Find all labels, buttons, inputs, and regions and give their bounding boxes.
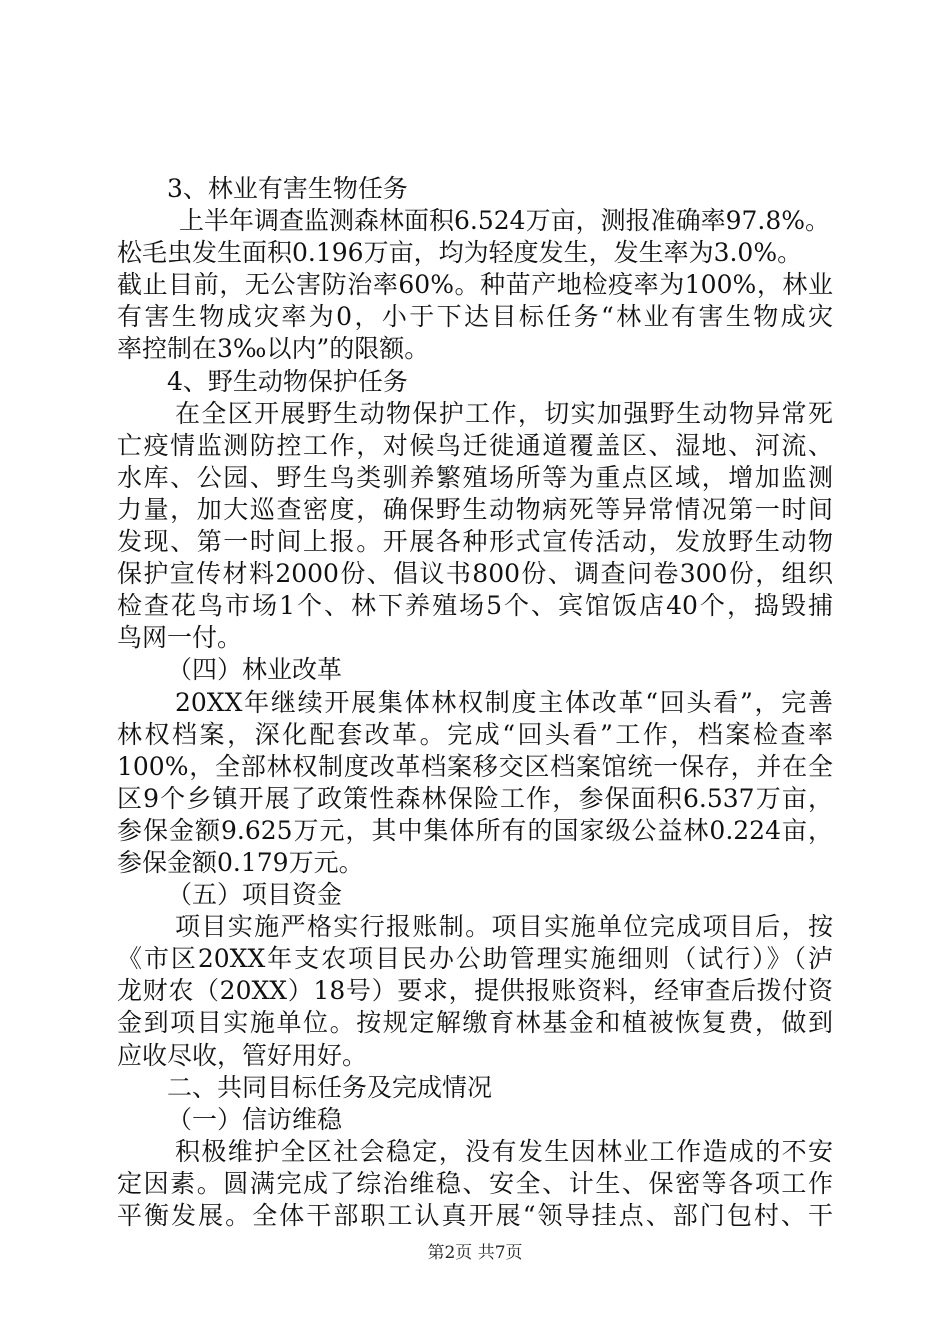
text-line: 3、林业有害生物任务 [167,174,408,203]
text-line: 金到项目实施单位。按规定解缴育林基金和植被恢复费，做到 [117,1008,833,1038]
text-line: 鸟网一付。 [117,623,243,653]
text-line: （五）项目资金 [167,880,343,910]
text-line: 项目实施严格实行报账制。项目实施单位完成项目后，按 [175,912,833,942]
text-line: 截止目前，无公害防治率60%。种苗产地检疫率为100%，林业 [117,270,833,300]
text-line: 应收尽收，管好用好。 [117,1040,368,1070]
text-line: （四）林业改革 [167,655,343,685]
document-body [117,173,833,1232]
text-line: 《市区20XX年支农项目民办公助管理实施细则（试行）》（泸 [117,944,833,974]
text-line: 平衡发展。全体干部职工认真开展“领导挂点、部门包村、干 [117,1201,833,1230]
text-line: 力量，加大巡查密度，确保野生动物病死等异常情况第一时间 [117,494,833,524]
text-line: 区9个乡镇开展了政策性森林保险工作，参保面积6.537万亩， [117,783,833,813]
text-line: 在全区开展野生动物保护工作，切实加强野生动物异常死 [175,398,833,428]
text-line: （一）信访维稳 [167,1104,343,1134]
text-line: 松毛虫发生面积0.196万亩，均为轻度发生，发生率为3.0%。 [117,238,803,268]
text-line: 亡疫情监测防控工作，对候鸟迁徙通道覆盖区、湿地、河流、 [117,430,833,460]
text-line: 检查花鸟市场1个、林下养殖场5个、宾馆饭店40个，捣毁捕 [117,591,833,621]
text-line: 参保金额9.625万元，其中集体所有的国家级公益林0.224亩， [117,815,833,845]
text-line: 100%，全部林权制度改革档案移交区档案馆统一保存，并在全 [117,751,833,781]
text-line: 上半年调查监测森林面积6.524万亩，测报准确率97.8%。 [179,206,830,236]
text-line: 林权档案，深化配套改革。完成“回头看”工作，档案检查率 [117,719,833,749]
text-line: 率控制在3‰以内”的限额。 [117,334,430,364]
text-line: 有害生物成灾率为0，小于下达目标任务“林业有害生物成灾 [117,302,833,332]
text-line: 积极维护全区社会稳定，没有发生因林业工作造成的不安 [175,1136,833,1166]
page-footer: 第2页 共7页 [427,1243,523,1263]
text-line: 水库、公园、野生鸟类驯养繁殖场所等为重点区域，增加监测 [117,462,833,492]
text-line: 保护宣传材料2000份、倡议书800份、调查问卷300份，组织 [117,559,833,589]
text-line: 定因素。圆满完成了综治维稳、安全、计生、保密等各项工作 [117,1168,833,1198]
text-line: 参保金额0.179万元。 [117,847,364,877]
text-line: 龙财农（20XX）18号）要求，提供报账资料，经审查后拨付资 [117,976,833,1006]
text-line: 4、野生动物保护任务 [167,366,408,396]
text-line: 二、共同目标任务及完成情况 [167,1072,493,1102]
text-line: 20XX年继续开展集体林权制度主体改革“回头看”，完善 [175,687,833,717]
text-line: 发现、第一时间上报。开展各种形式宣传活动，发放野生动物 [117,527,833,557]
